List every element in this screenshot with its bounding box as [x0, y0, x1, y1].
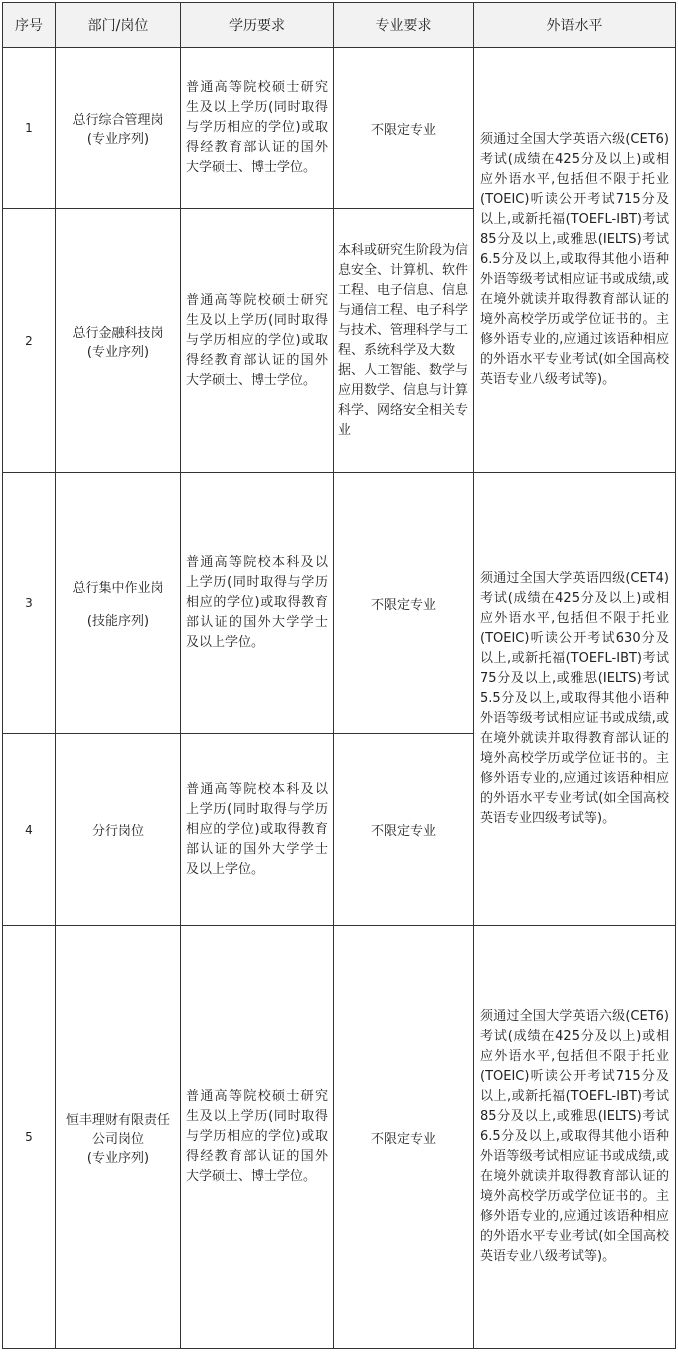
major-cell: 不限定专业: [334, 926, 474, 1349]
header-edu: 学历要求: [181, 3, 334, 48]
major-cell: 不限定专业: [334, 734, 474, 926]
dept-series: (专业序列): [86, 1150, 150, 1166]
header-major: 专业要求: [334, 3, 474, 48]
row-number: 4: [3, 734, 56, 926]
dept-series: (技能序列): [86, 614, 150, 629]
dept-name: 总行金融科技岗: [72, 325, 164, 341]
lang-cell: 须通过全国大学英语四级(CET4)考试(成绩在425分及以上)或相应外语水平,包括但不限于托业(TOEIC)听读公开考试630分及以上,或新托福(TOEFL-IBT)考试75分及以上,或雅思(IELTS)考试5.5分及以上,或取得其他小语种外语等级考试相应证书或成绩,或在境外就读并取得教育部认证的 境外高校学历或学位证书的。主修外语专业的,应通过该语种相应的外语水平专业考试(如全国高校英语专业四级考试等)。: [474, 473, 676, 926]
header-no: 序号: [3, 3, 56, 48]
row-number: 3: [3, 473, 56, 734]
dept-name: 总行集中作业岗: [72, 581, 164, 596]
table-row: [3, 473, 676, 734]
row-number: 5: [3, 926, 56, 1349]
edu-cell: 普通高等院校硕士研究生及以上学历(同时取得与学历相应的学位)或取得经教育部认证的国外大学硕士、博士学位。: [181, 209, 334, 473]
lang-cell: 须通过全国大学英语六级(CET6)考试(成绩在425分及以上)或相应外语水平,包括但不限于托业(TOEIC)听读公开考试715分及以上,或新托福(TOEFL-IBT)考试85分及以上,或雅思(IELTS)考试6.5分及以上,或取得其他小语种外语等级考试相应证书或成绩,或在境外就读并取得教育部认证的境外高校学历或学位证书的。主修外语专业的,应通过该语种相应的外语水平专业考试(如全国高校英语专业八级考试等)。: [474, 926, 676, 1349]
requirements-table: [2, 2, 676, 1349]
lang-cell: 须通过全国大学英语六级(CET6)考试(成绩在425分及以上)或相应外语水平,包括但不限于托业(TOEIC)听读公开考试715分及以上,或新托福(TOEFL-IBT)考试85分及以上,或雅思(IELTS)考试6.5分及以上,或取得其他小语种外语等级考试相应证书或成绩,或在境外就读并取得教育部认证的境外高校学历或学位证书的。主修外语专业的,应通过该语种相应的外语水平专业考试(如全国高校英语专业八级考试等)。: [474, 48, 676, 473]
major-cell: 本科或研究生阶段为信息安全、计算机、软件工程、电子信息、信息与通信工程、电子科学与技术、管理科学与工程、系统科学及大数据、人工智能、数学与应用数学、信息与计算科学、网络安全相关专业: [334, 209, 474, 473]
major-cell: 不限定专业: [334, 473, 474, 734]
edu-cell: 普通高等院校硕士研究生及以上学历(同时取得与学历相应的学位)或取得经教育部认证的国外大学硕士、博士学位。: [181, 48, 334, 209]
dept-name: 分行岗位: [91, 824, 144, 839]
dept-series: (专业序列): [86, 344, 150, 360]
dept-name: 恒丰理财有限责任公司岗位: [65, 1112, 170, 1147]
header-dept: 部门/岗位: [56, 3, 181, 48]
dept-cell: [56, 734, 181, 926]
edu-cell: 普通高等院校本科及以上学历(同时取得与学历相应的学位)或取得教育部认证的国外大学学士及以上学位。: [181, 734, 334, 926]
dept-cell: [56, 473, 181, 734]
header-lang: 外语水平: [474, 3, 676, 48]
dept-name: 总行综合管理岗: [72, 113, 164, 128]
dept-cell: [56, 209, 181, 473]
row-number: 1: [3, 48, 56, 209]
header-row: [3, 3, 676, 48]
edu-cell: 普通高等院校本科及以上学历(同时取得与学历相应的学位)或取得教育部认证的国外大学学士及以上学位。: [181, 473, 334, 734]
row-number: 2: [3, 209, 56, 473]
major-cell: 不限定专业: [334, 48, 474, 209]
dept-cell: [56, 48, 181, 209]
table-row: [3, 926, 676, 1349]
edu-cell: 普通高等院校硕士研究生及以上学历(同时取得与学历相应的学位)或取得经教育部认证的国外大学硕士、博士学位。: [181, 926, 334, 1349]
dept-series: (专业序列): [86, 132, 150, 147]
dept-cell: [56, 926, 181, 1349]
table-row: [3, 48, 676, 209]
